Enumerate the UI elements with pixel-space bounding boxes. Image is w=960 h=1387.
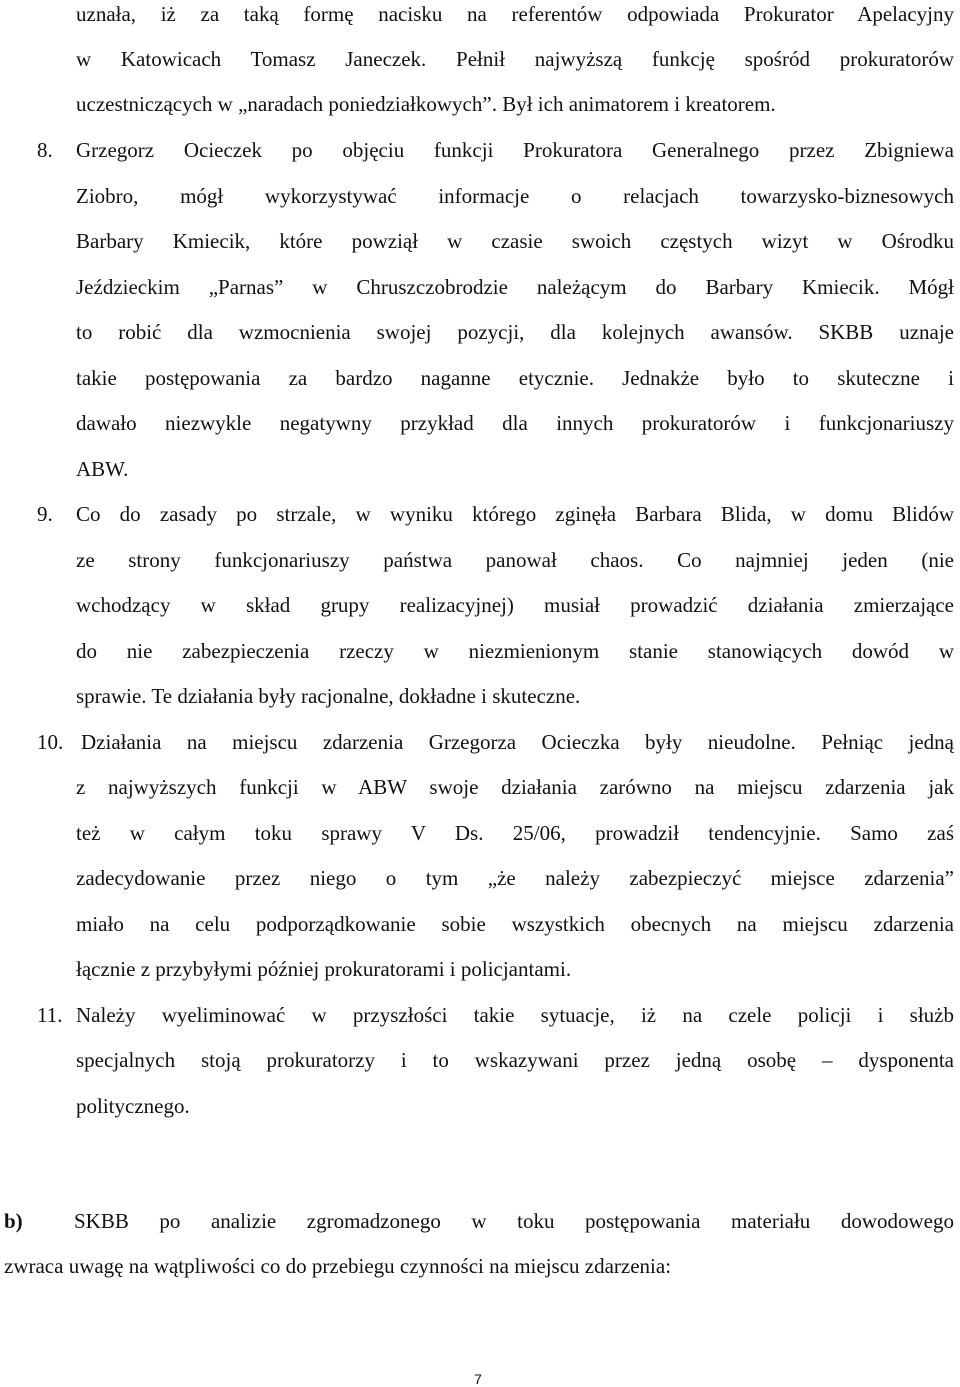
item-number-9: 9. — [37, 502, 53, 526]
item-10-line-3: też w całym toku sprawy V Ds. 25/06, prowadził tendencyjnie. Samo zaś — [76, 821, 954, 845]
item-9-line-5: sprawie. Te działania były racjonalne, dokładne i skuteczne. — [76, 684, 581, 708]
item-10-line-4: zadecydowanie przez niego o tym „że należy zabezpieczyć miejsce zdarzenia” — [76, 866, 954, 890]
item-number-11: 11. — [37, 1003, 63, 1027]
item-11-line-3: politycznego. — [76, 1094, 190, 1118]
item-11-line-1: Należy wyeliminować w przyszłości takie sytuacje, iż na czele policji i służb — [76, 1003, 954, 1027]
page-number: 7 — [474, 1371, 482, 1387]
item-9-line-1: Co do zasady po strzale, w wyniku którego zginęła Barbara Blida, w domu Blidów — [76, 502, 954, 526]
item-number-10: 10. — [37, 730, 64, 754]
item-8-line-7: dawało niezwykle negatywny przykład dla innych prokuratorów i funkcjonariuszy — [76, 411, 954, 435]
item-9-line-2: ze strony funkcjonariuszy państwa panował chaos. Co najmniej jeden (nie — [76, 548, 954, 572]
item-8-line-4: Jeździeckim „Parnas” w Chruszczobrodzie należącym do Barbary Kmiecik. Mógł — [76, 275, 954, 299]
item-10-line-5: miało na celu podporządkowanie sobie wszystkich obecnych na miejscu zdarzenia — [76, 912, 954, 936]
item-8-line-3: Barbary Kmiecik, które powziął w czasie swoich częstych wizyt w Ośrodku — [76, 229, 954, 253]
item-8-line-1: Grzegorz Ocieczek po objęciu funkcji Prokuratora Generalnego przez Zbigniewa — [76, 138, 954, 162]
section-b-line-2: zwraca uwagę na wątpliwości co do przebiegu czynności na miejscu zdarzenia: — [4, 1254, 672, 1278]
item-11-line-2: specjalnych stoją prokuratorzy i to wskazywani przez jedną osobę – dysponenta — [76, 1048, 954, 1072]
item-9-line-4: do nie zabezpieczenia rzeczy w niezmienionym stanie stanowiących dowód w — [76, 639, 954, 663]
item-8-line-8: ABW. — [76, 457, 129, 481]
item-10-line-1: Działania na miejscu zdarzenia Grzegorza Ocieczka były nieudolne. Pełniąc jedną — [81, 730, 954, 754]
item-10-line-2: z najwyższych funkcji w ABW swoje działania zarówno na miejscu zdarzenia jak — [76, 775, 954, 799]
intro-line-2: w Katowicach Tomasz Janeczek. Pełnił najwyższą funkcję spośród prokuratorów — [76, 47, 954, 71]
item-9-line-3: wchodzący w skład grupy realizacyjnej) musiał prowadzić działania zmierzające — [76, 593, 954, 617]
section-b-line-1: SKBB po analizie zgromadzonego w toku postępowania materiału dowodowego — [74, 1209, 954, 1233]
section-b-label: b) — [4, 1209, 23, 1233]
item-10-line-6: łącznie z przybyłymi później prokuratorami i policjantami. — [76, 957, 572, 981]
item-8-line-5: to robić dla wzmocnienia swojej pozycji, dla kolejnych awansów. SKBB uznaje — [76, 320, 954, 344]
intro-line-3: uczestniczących w „naradach poniedziałkowych”. Był ich animatorem i kreatorem. — [76, 92, 776, 116]
item-8-line-6: takie postępowania za bardzo naganne etycznie. Jednakże było to skuteczne i — [76, 366, 954, 390]
item-number-8: 8. — [37, 138, 53, 162]
item-8-line-2: Ziobro, mógł wykorzystywać informacje o relacjach towarzysko-biznesowych — [76, 184, 954, 208]
intro-line-1: uznała, iż za taką formę nacisku na referentów odpowiada Prokurator Apelacyjny — [76, 2, 954, 26]
